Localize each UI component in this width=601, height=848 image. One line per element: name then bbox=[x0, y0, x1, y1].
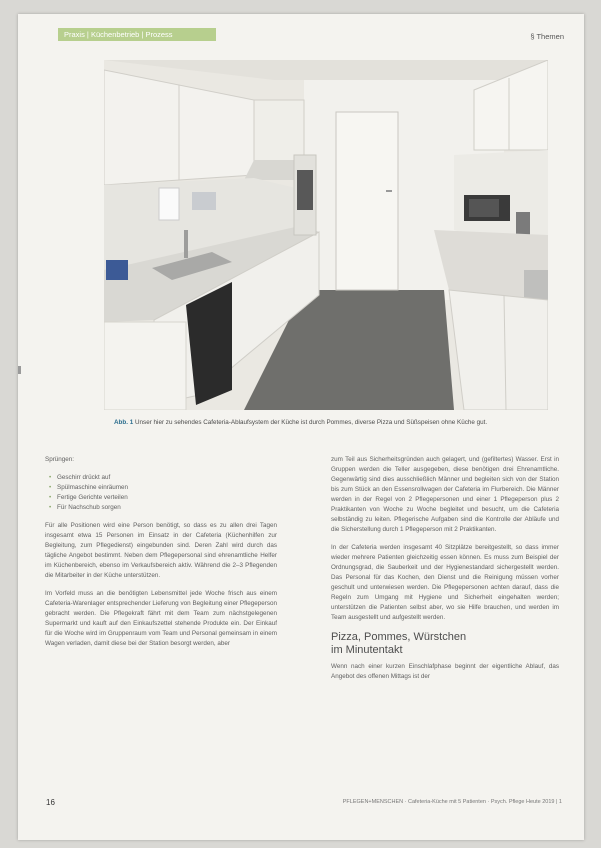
paragraph: Für alle Positionen wird eine Person benötigt, so dass es zu allen drei Tagen insgesamt etwa 15 Personen im Einsatz in der Cafeteria (Küchenhilfen zur Begleitung, zum Pflegedienst) eingebunden sind. Deren Zahl wird durch das tägliche Angebot bestimmt. Neben dem Pflegepersonal sind ehrenamtliche Helfer im Küchenbereich, ebenso im Verkaufsbereich aktiv. Während die 2–3 Pflegenden die Mitarbeiter in der Küche unterstützen. bbox=[45, 522, 277, 579]
figure-caption bbox=[114, 419, 544, 428]
section-label: § Themen bbox=[530, 32, 564, 41]
caption-label: Abb. 1 bbox=[114, 419, 134, 426]
right-text-column bbox=[331, 455, 559, 690]
paragraph: Im Vorfeld muss an die benötigten Lebensmittel jede Woche frisch aus einem Cafeteria-Warenlager entsprechender Lieferung von Begleitung einer Pflegeperson gebracht werden. Die Pflegekraft fährt mit dem Team zum nächstgelegenen Supermarkt und kauft auf den Einkaufszettel stehende Produkte ein. Der Einkauf für die Woche wird im Gruppenraum vom Team und Personal gemeinsam in einem Wagen verladen, damit diese bei der Station besorgt werden, aber bbox=[45, 590, 277, 647]
section-heading-line: Pizza, Pommes, Würstchen bbox=[331, 631, 467, 643]
margin-marker bbox=[18, 366, 21, 374]
list-item: • Spülmaschine einräumen bbox=[57, 483, 277, 493]
paragraph: zum Teil aus Sicherheitsgründen auch gelagert, und (gefiltertes) Wasser. Erst in Gruppen werden die Teller ausgegeben, diese benötigen drei Ehrenamtliche. Gegenwärtig sind dies ausschließlich Männer und begleiten sich von der Station bis zum Stück an den Essensrollwagen der Cafeteria im Flurbereich. Die Männer werden in der Regel von 2 Pflegepersonen und einer 1 Pflegeperson plus 2 Praktikanten von Woche zu Woche begleitet und besucht, um die Cafeteria selbständig zu leiten. Pflegerische Aufgaben sind die Kontrolle der Abläufe und die Sicherstellung durch 1 Pflegeperson mit 2 Praktikanten. bbox=[331, 456, 559, 533]
left-text-column bbox=[45, 455, 277, 657]
intro-text: Sprüngen: bbox=[45, 456, 75, 463]
list-item: • Fertige Gerichte verteilen bbox=[57, 493, 277, 503]
list-item: • Geschirr drückt auf bbox=[57, 473, 277, 483]
section-tag: Praxis | Küchenbetrieb | Prozess bbox=[58, 28, 216, 41]
list-item: • Für Nachschub sorgen bbox=[57, 503, 277, 513]
task-list bbox=[45, 473, 277, 513]
magazine-page bbox=[18, 14, 584, 840]
section-heading-line: im Minutentakt bbox=[331, 644, 403, 656]
kitchen-illustration bbox=[104, 60, 548, 410]
kitchen-photo bbox=[104, 60, 548, 410]
paragraph: In der Cafeteria werden insgesamt 40 Sitzplätze bereitgestellt, so dass immer wieder mehrere Patienten gleichzeitig essen können. Es muss zum Beispiel der Ordnungsgrad, die Sauberkeit und der Hygienestandard sichergestellt werden. Das Personal für das Kochen, den Dienst und die Reinigung müssen vorher geschult und unterwiesen werden. Die Pflegepersonen achten darauf, dass die Regeln zum Umgang mit Hygiene und Sicherheit eingehalten werden; unterstützen die Patienten selbst aber, wo sie Hilfe brauchen, und werden im Team ausgestellt und aufgestellt werden. bbox=[331, 544, 559, 621]
footer-citation: PFLEGEN+MENSCHEN · Cafeteria-Küche mit 5 Patienten · Psych. Pflege Heute 2019 | 1 bbox=[342, 799, 562, 805]
section-heading bbox=[331, 631, 559, 657]
paragraph: Wenn nach einer kurzen Einschlafphase beginnt der eigentliche Ablauf, das Angebot des offenen Mittags ist der bbox=[331, 663, 559, 680]
caption-text: Unser hier zu sehendes Cafeteria-Ablaufsystem der Küche ist durch Pommes, diverse Pizza und Süßspeisen ohne Küche gut. bbox=[135, 419, 488, 426]
page-number: 16 bbox=[46, 798, 55, 807]
